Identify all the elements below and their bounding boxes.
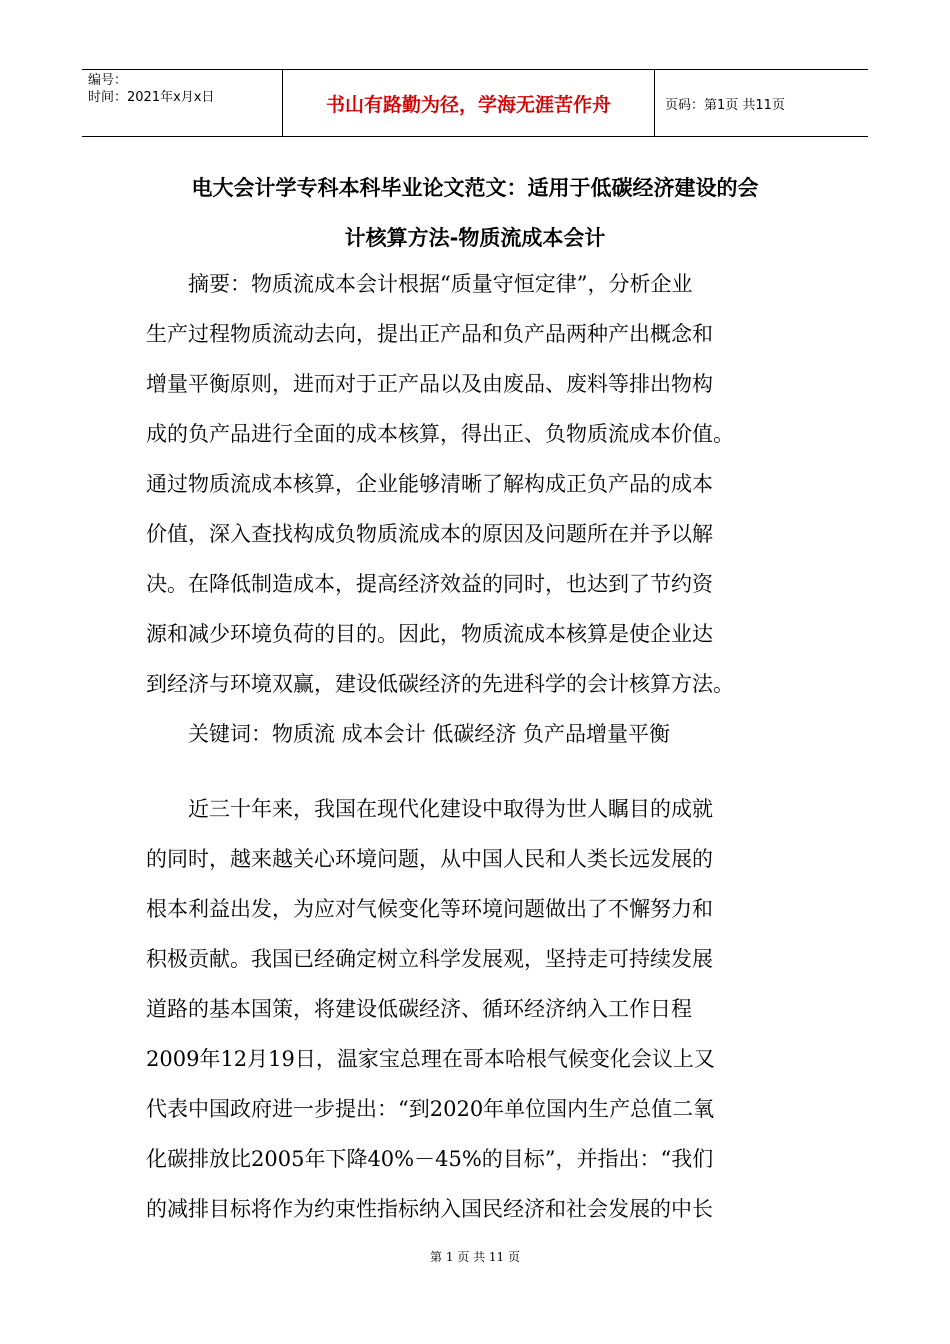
document-header xyxy=(82,69,868,137)
header-motto: 书山有路勤为径，学海无涯苦作舟 xyxy=(282,70,655,136)
body-line: 生产过程物质流动去向，提出正产品和负产品两种产出概念和 xyxy=(146,322,713,346)
body-line: 决。在降低制造成本，提高经济效益的同时，也达到了节约资 xyxy=(146,572,713,596)
body-line: 成的负产品进行全面的成本核算，得出正、负物质流成本价值。 xyxy=(146,422,734,446)
page-footer: 第 1 页 共 11 页 xyxy=(430,1250,520,1264)
body-line: 化碳排放比2005年下降40%－45%的目标”，并指出：“我们 xyxy=(146,1147,714,1171)
header-page-info: 页码：第1页 共11页 xyxy=(665,97,785,113)
document-title-line-2: 计核算方法-物质流成本会计 xyxy=(344,226,606,250)
body-line: 增量平衡原则，进而对于正产品以及由废品、废料等排出物构 xyxy=(146,372,713,396)
body-line: 通过物质流成本核算，企业能够清晰了解构成正负产品的成本 xyxy=(146,472,713,496)
document-title-line-1: 电大会计学专科本科毕业论文范文：适用于低碳经济建设的会 xyxy=(191,176,759,200)
body-line: 价值，深入查找构成负物质流成本的原因及问题所在并予以解 xyxy=(146,522,713,546)
body-line: 近三十年来，我国在现代化建设中取得为世人瞩目的成就 xyxy=(146,797,713,821)
keywords-line: 关键词：物质流 成本会计 低碳经济 负产品增量平衡 xyxy=(146,722,671,746)
header-meta xyxy=(82,70,282,136)
body-line: 的减排目标将作为约束性指标纳入国民经济和社会发展的中长 xyxy=(146,1197,713,1221)
body-line: 根本利益出发，为应对气候变化等环境问题做出了不懈努力和 xyxy=(146,897,713,921)
body-line: 的同时，越来越关心环境问题，从中国人民和人类长远发展的 xyxy=(146,847,713,871)
document-time-label: 时间：2021年x月x日 xyxy=(88,90,215,105)
body-line: 源和减少环境负荷的目的。因此，物质流成本核算是使企业达 xyxy=(146,622,713,646)
body-line: 道路的基本国策，将建设低碳经济、循环经济纳入工作日程 xyxy=(146,997,692,1021)
body-line: 代表中国政府进一步提出：“到2020年单位国内生产总值二氧 xyxy=(146,1097,715,1121)
body-line: 到经济与环境双赢，建设低碳经济的先进科学的会计核算方法。 xyxy=(146,672,734,696)
document-number-label: 编号： xyxy=(88,73,128,88)
body-line: 摘要：物质流成本会计根据“质量守恒定律”，分析企业 xyxy=(146,272,693,296)
body-line: 2009年12月19日，温家宝总理在哥本哈根气候变化会议上又 xyxy=(146,1047,715,1071)
body-line: 积极贡献。我国已经确定树立科学发展观，坚持走可持续发展 xyxy=(146,947,713,971)
